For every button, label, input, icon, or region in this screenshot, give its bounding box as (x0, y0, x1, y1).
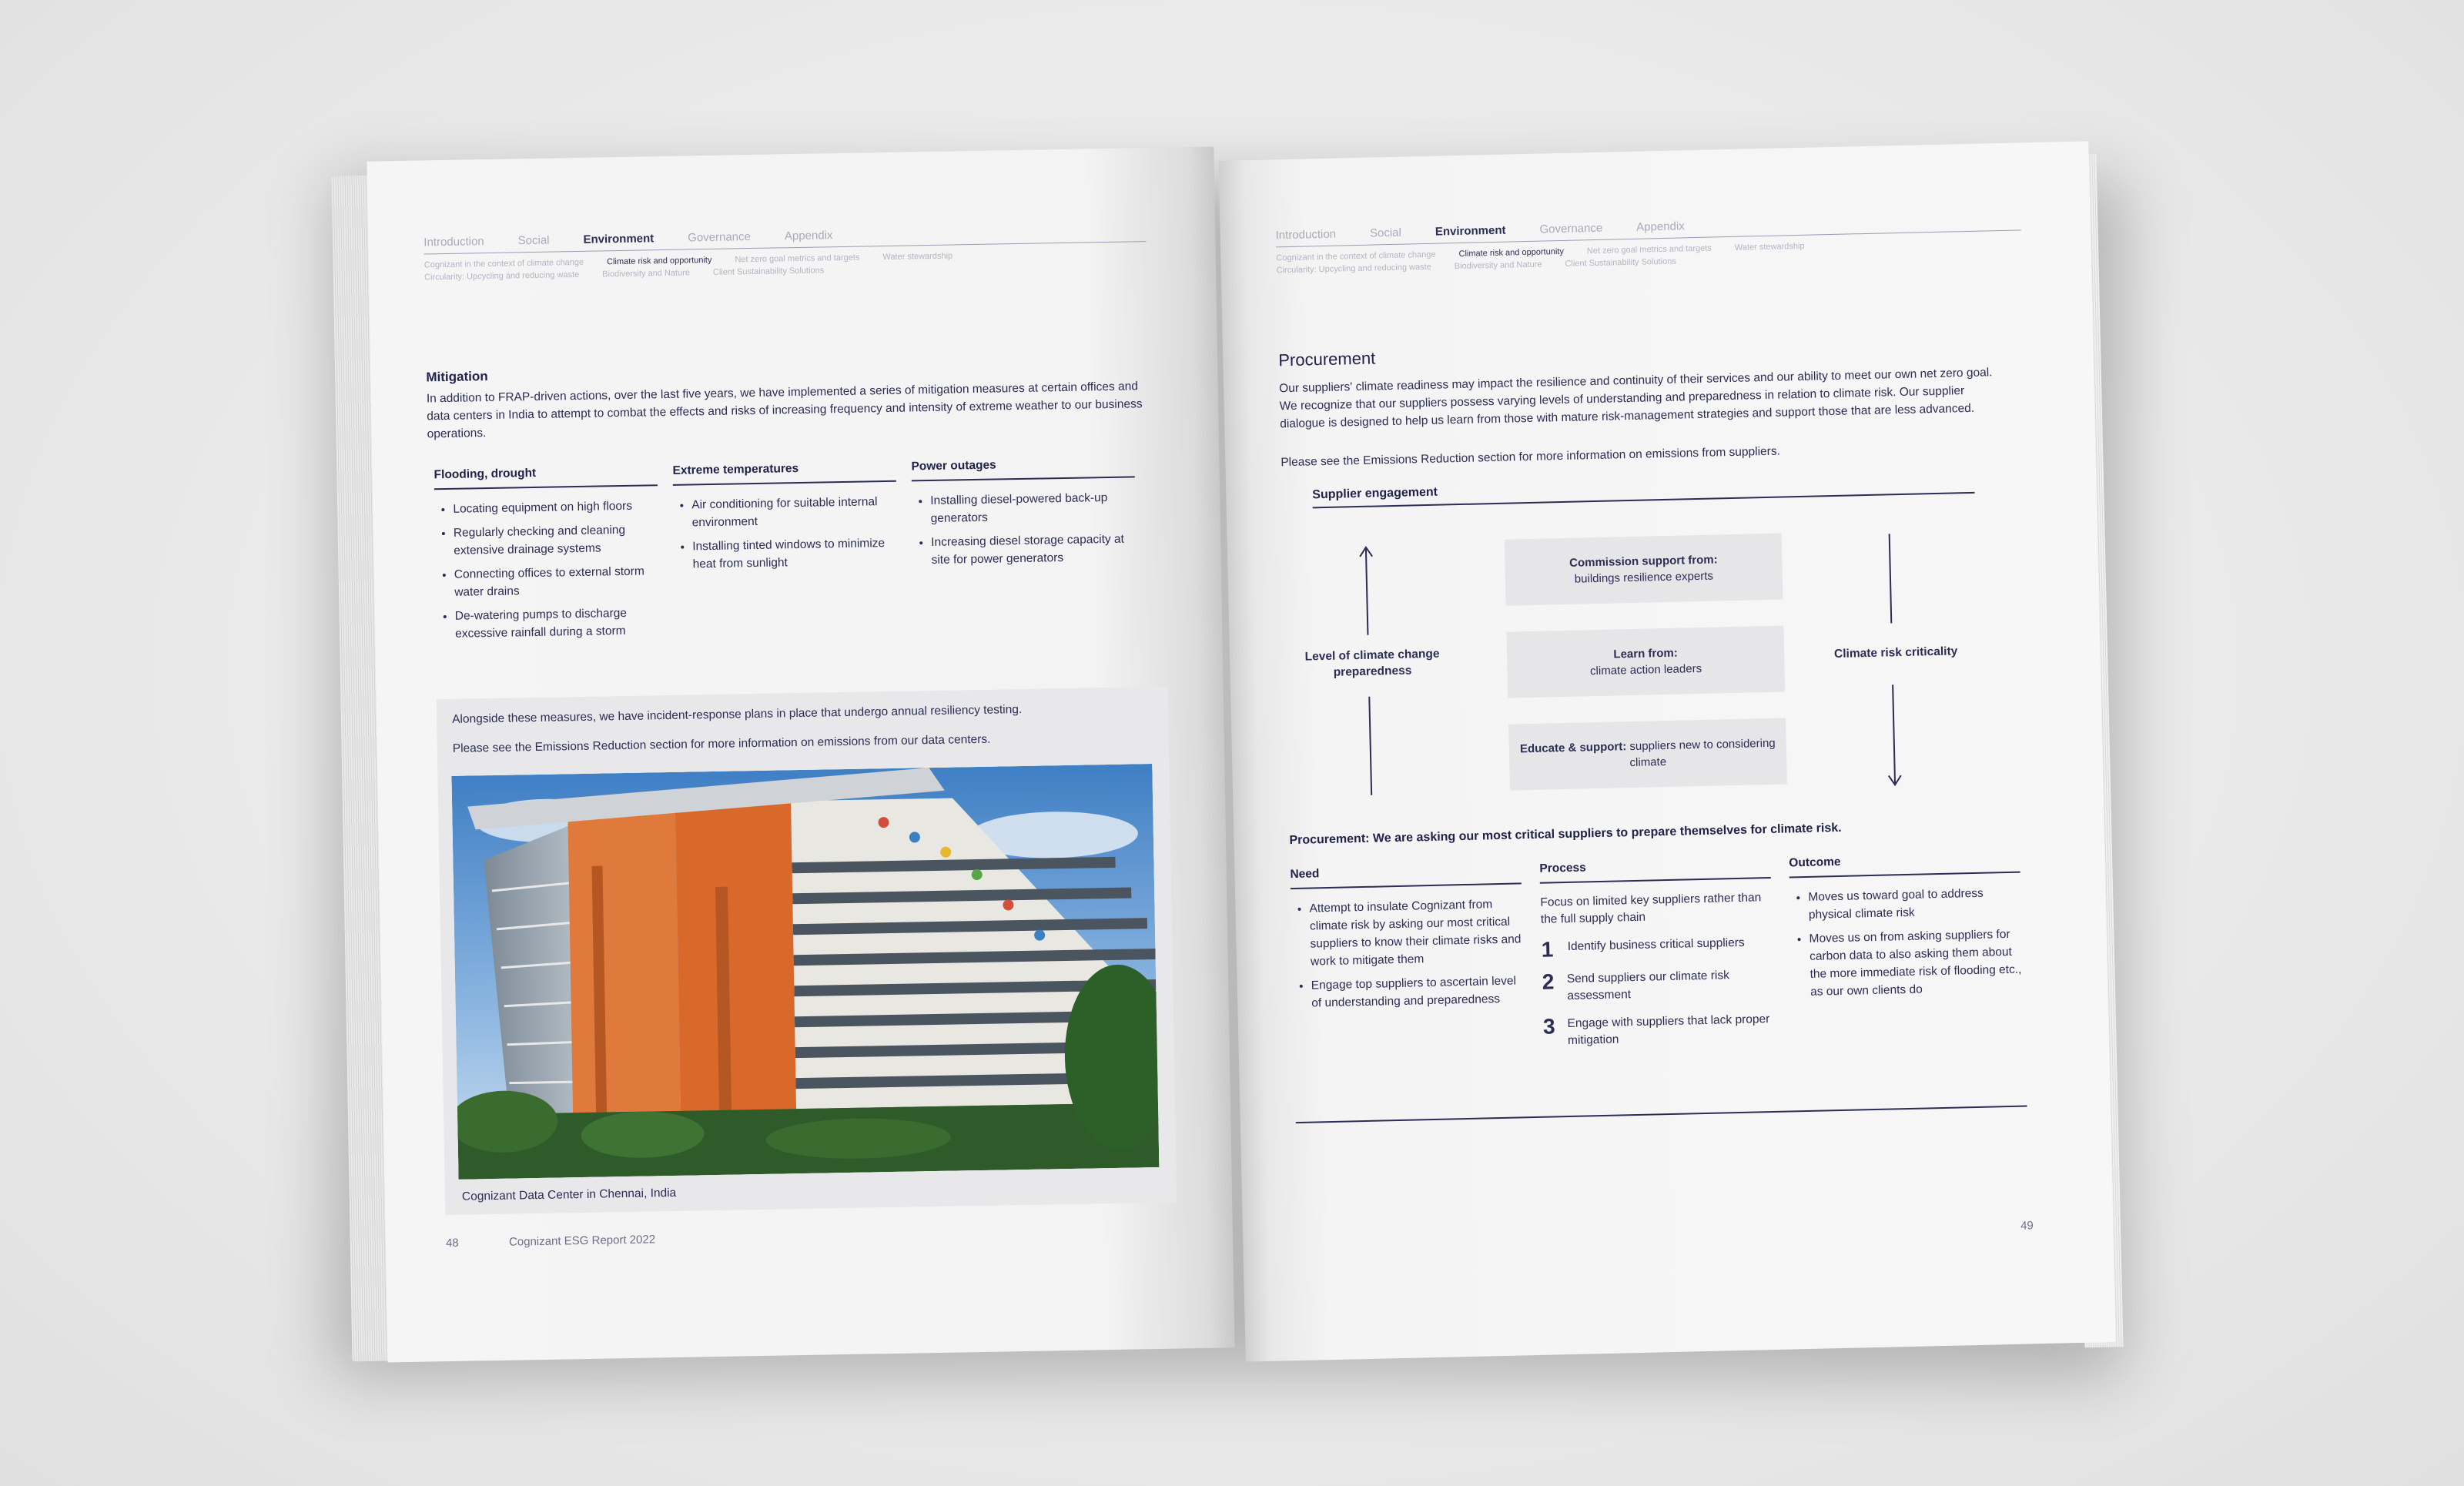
process-step (1541, 934, 1773, 961)
procurement-intro: Our suppliers' climate readiness may impact the resilience and continuity of their services and our ability to meet our own net zero goal. We recognize that our suppliers possess varying levels of understanding and preparedness in relation to climate risk. Our supplier dialogue is designed to help us learn from those with mature risk-management strategies and support those that are less advanced. (1278, 366, 1993, 431)
right-page (1218, 141, 2115, 1361)
box-learn-from (1506, 626, 1785, 698)
step-number: 1 (1541, 937, 1554, 962)
nav-sub-circularity[interactable]: Circularity: Upcycling and reducing waste (424, 269, 580, 283)
nav-tab-appendix[interactable]: Appendix (1636, 219, 1685, 234)
nav-sub-climate-risk[interactable]: Climate risk and opportunity (1458, 246, 1565, 259)
procurement-divider (1296, 1106, 2027, 1124)
nav-tab-governance[interactable]: Governance (1539, 221, 1603, 236)
nav-sub-water[interactable]: Water stewardship (1734, 241, 1805, 253)
column-heading: Process (1539, 857, 1771, 884)
nav-tab-appendix[interactable]: Appendix (784, 229, 833, 243)
nav-tab-governance[interactable]: Governance (688, 230, 752, 245)
nav-tab-social[interactable]: Social (1369, 226, 1402, 240)
nav-sub-client-solutions[interactable]: Client Sustainability Solutions (712, 266, 825, 277)
nav-subtabs (424, 249, 1086, 282)
nav-tab-introduction[interactable]: Introduction (1275, 227, 1337, 243)
axis-risk-criticality: Climate risk criticality (1833, 644, 1958, 661)
nav-sub-climate-risk[interactable]: Climate risk and opportunity (606, 255, 712, 267)
nav-sub-circularity[interactable]: Circularity: Upcycling and reducing waste (1276, 262, 1431, 276)
column-need (1290, 862, 1524, 1019)
mitigation-intro: In addition to FRAP-driven actions, over the last five years, we have implemented a series of mitigation measures at certain offices and data centers in India to attempt to combat the effects and risks of increasing frequency and intensity of extreme weather to our business operations. (426, 380, 1143, 441)
nav-tab-environment[interactable]: Environment (1435, 223, 1506, 239)
left-nav (424, 223, 1147, 282)
box-commission-support (1505, 534, 1783, 606)
list-item: • De-watering pumps to discharge excessive rainfall during a storm (455, 604, 661, 643)
photo-caption: Cognizant Data Center in Chennai, India (461, 1186, 677, 1203)
report-title: Cognizant ESG Report 2022 (508, 1233, 656, 1249)
nav-sub-client-solutions[interactable]: Client Sustainability Solutions (1565, 256, 1676, 269)
nav-tab-social[interactable]: Social (517, 233, 550, 248)
process-step (1542, 966, 1773, 1006)
column-heading: Outcome (1789, 852, 2020, 879)
nav-sub-net-zero[interactable]: Net zero goal metrics and targets (1586, 243, 1712, 256)
nav-tab-environment[interactable]: Environment (583, 232, 654, 246)
procurement-heading: Procurement: We are asking our most critical suppliers to prepare themselves for climate risk. (1289, 821, 1842, 848)
column-flooding (434, 464, 660, 649)
callout-box (437, 687, 1177, 1215)
axis-preparedness: Level of climate change preparedness (1304, 647, 1440, 679)
box-text: climate action leaders (1589, 661, 1702, 678)
box-educate-support (1508, 718, 1787, 790)
step-text: Identify business critical suppliers (1567, 935, 1745, 953)
list-item: • Air conditioning for suitable internal environment (691, 493, 897, 532)
left-page (367, 147, 1234, 1363)
nav-sub-net-zero[interactable]: Net zero goal metrics and targets (735, 253, 860, 265)
column-outcome (1789, 852, 2023, 1008)
list-item: • Regularly checking and cleaning extensive drainage systems (454, 520, 659, 560)
engagement-title: Supplier engagement (1312, 474, 1974, 509)
box-text: suppliers new to considering climate (1629, 736, 1776, 770)
nav-sub-context[interactable]: Cognizant in the context of climate change (1276, 249, 1436, 263)
nav-sub-context[interactable]: Cognizant in the context of climate change (424, 257, 584, 270)
step-text: Engage with suppliers that lack proper mitigation (1567, 1012, 1770, 1048)
box-bold-label: Commission support from: (1568, 553, 1718, 570)
callout-text-plans: Alongside these measures, we have incident-response plans in place that undergo annual resiliency testing. (451, 702, 1023, 726)
box-bold-label: Learn from: (1613, 646, 1678, 661)
nav-sub-water[interactable]: Water stewardship (882, 251, 953, 263)
list-item: • Installing tinted windows to minimize heat from sunlight (692, 534, 898, 574)
list-item: • Connecting offices to external storm water drains (454, 562, 660, 601)
list-item: • Locating equipment on high floors (453, 497, 658, 518)
nav-tab-introduction[interactable]: Introduction (424, 235, 484, 249)
page-number: 48 (445, 1236, 459, 1250)
list-item: • Attempt to insulate Cognizant from climate risk by asking our most critical suppliers to know their climate risks and work to mitigate them (1309, 895, 1523, 970)
list-item: • Engage top suppliers to ascertain level of understanding and preparedness (1311, 972, 1525, 1012)
step-number: 3 (1542, 1014, 1555, 1039)
step-number: 2 (1542, 969, 1555, 994)
step-text: Send suppliers our climate risk assessment (1566, 969, 1730, 1003)
column-power (911, 456, 1137, 575)
procurement-note: Please see the Emissions Reduction section for more information on emissions from suppliers. (1281, 444, 1781, 470)
section-title-mitigation: Mitigation (426, 369, 488, 385)
column-heading: Power outages (911, 456, 1134, 481)
box-bold-label: Educate & support: (1519, 740, 1627, 756)
data-center-photo (451, 764, 1159, 1180)
column-process (1539, 857, 1775, 1061)
column-temperatures (672, 460, 898, 580)
list-item: • Increasing diesel storage capacity at site for power generators (931, 530, 1137, 569)
nav-sub-biodiversity[interactable]: Biodiversity and Nature (602, 268, 691, 279)
nav-sub-biodiversity[interactable]: Biodiversity and Nature (1454, 259, 1542, 272)
process-intro: Focus on limited key suppliers rather than the full supply chain (1540, 891, 1762, 926)
column-heading: Extreme temperatures (672, 460, 896, 486)
list-item: • Moves us on from asking suppliers for carbon data to also asking them about the more immediate risk of flooding etc., as our own clients do (1809, 925, 2023, 1001)
list-item: • Installing diesel-powered back-up generators (930, 488, 1136, 527)
section-title-procurement: Procurement (1278, 348, 1376, 370)
column-heading: Need (1290, 862, 1522, 889)
page-number: 49 (2020, 1219, 2034, 1233)
column-heading: Flooding, drought (434, 464, 657, 490)
list-item: • Moves us toward goal to address physical climate risk (1808, 884, 2021, 924)
process-step (1543, 1011, 1775, 1050)
callout-text-emissions: Please see the Emissions Reduction section for more information on emissions from our data centers. (452, 732, 991, 755)
box-text: buildings resilience experts (1574, 569, 1714, 586)
